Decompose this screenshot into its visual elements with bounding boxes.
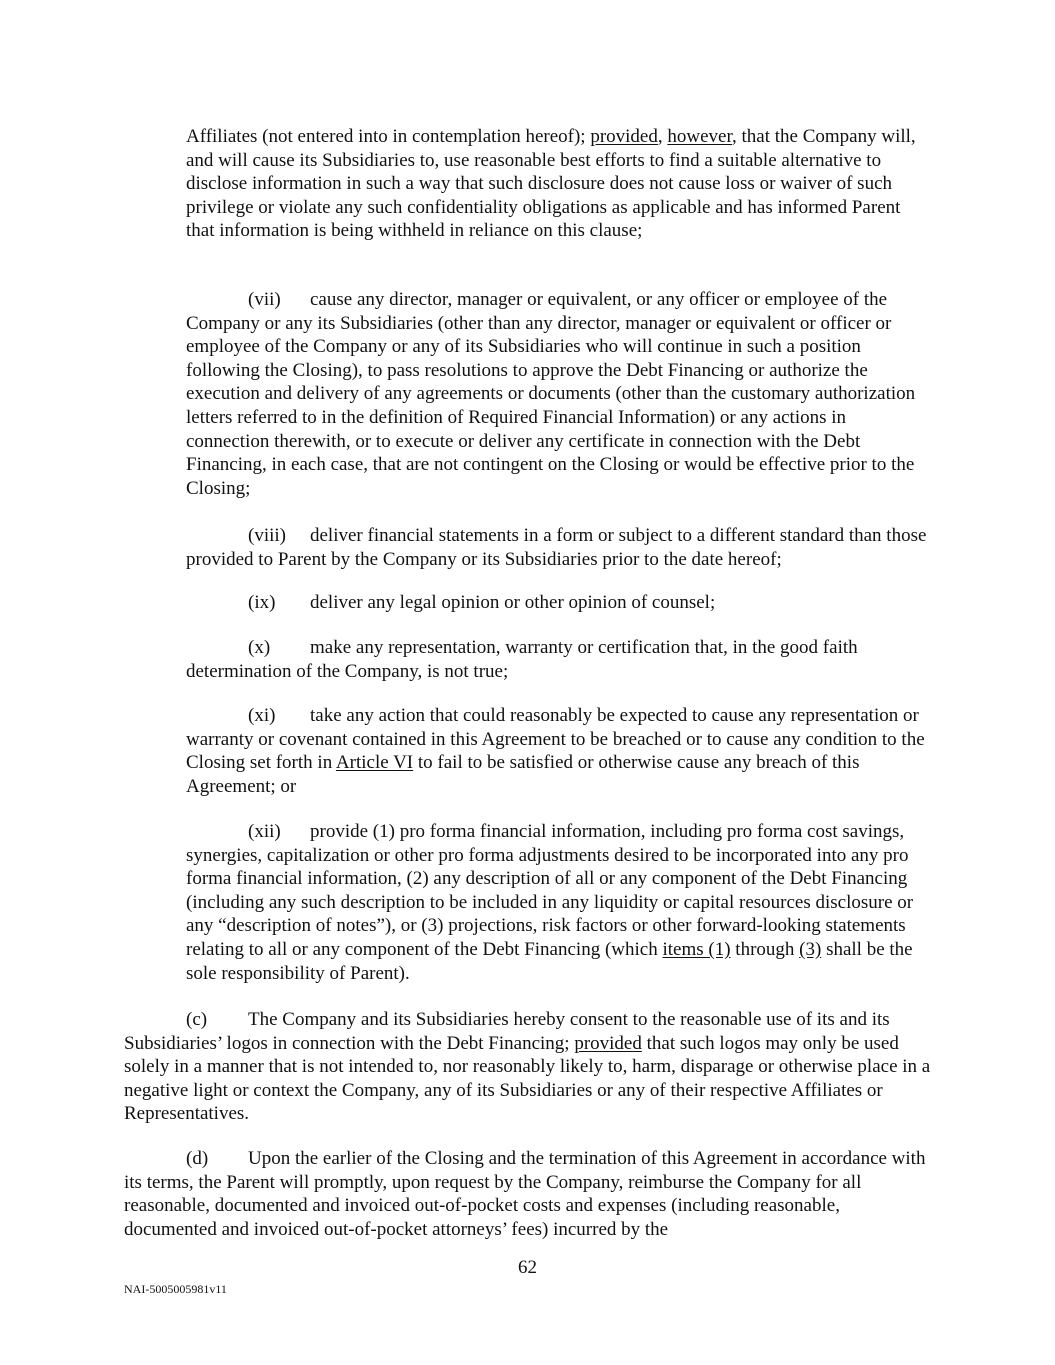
clause-label: (viii): [248, 525, 286, 546]
clause-label: (x): [248, 637, 271, 658]
page-number: 62: [518, 1257, 537, 1278]
section-text: The Company and its Subsidiaries hereby consent to the reasonable use of its and its Subsidiaries’ logos in connection with the Debt Financing;: [124, 1009, 890, 1054]
clause-viii: [186, 524, 931, 571]
paragraph-continuation: [186, 125, 931, 243]
clause-text: shall be the sole responsibility of Parent).: [186, 938, 913, 984]
section-label: (d): [186, 1148, 209, 1169]
section-text: Upon the earlier of the Closing and the termination of this Agreement in accordance with its terms, the Parent will promptly, upon request by the Company, reimburse the Company for all reasonable, documented and invoiced out-of-pocket costs and expenses (including reasonable, documented and invoiced out-of-pocket attorneys’ fees) incurred by the: [124, 1148, 926, 1240]
clause-label: (xi): [248, 705, 276, 726]
clause-ix: [186, 591, 931, 615]
clause-text: provide (1) pro forma financial information, including pro forma cost savings, synergies, capitalization or other pro forma adjustments desired to be incorporated into any pro forma financial information, (2) any description of all or any component of the Debt Financing (including any such description to be included in any liquidity or capital resources disclosure or any “description of notes”), or (3) projections, risk factors or other forward-looking statements relating to all or any component of the Debt Financing (which: [186, 821, 914, 960]
clause-label: (vii): [248, 289, 281, 310]
text-run: , that the Company will, and will cause its Subsidiaries to, use reasonable best efforts to find a suitable alternative to disclose information in such a way that such disclosure does not cause loss or waiver of such privilege or violate any such confidentiality obligations as applicable and has informed Parent that information is being withheld in reliance on this clause;: [186, 126, 916, 242]
clause-text: take any action that could reasonably be expected to cause any representation or warranty or covenant contained in this Agreement to be breached or to cause any condition to the Closing set forth in: [186, 705, 925, 774]
underlined-term-provided: provided: [590, 126, 658, 147]
text-run: ,: [657, 126, 668, 147]
clause-text: make any representation, warranty or certification that, in the good faith determination of the Company, is not true;: [186, 637, 858, 682]
section-text: that such logos may only be used solely in a manner that is not intended to, nor reasonably likely to, harm, disparage or otherwise place in a negative light or context the Company, any of its Subsidiaries or any of their respective Affiliates or Representatives.: [124, 1032, 931, 1125]
section-c: [124, 1008, 931, 1126]
text-run: Affiliates (not entered into in contemplation hereof);: [186, 126, 591, 147]
clause-text: cause any director, manager or equivalent, or any officer or employee of the Company or any its Subsidiaries (other than any director, manager or equivalent or officer or employee of the Company or any of its Subsidiaries who will continue in such a position following the Closing), to pass resolutions to approve the Debt Financing or authorize the execution and delivery of any agreements or documents (other than the customary authorization letters referred to in the definition of Required Financial Information) or any actions in connection therewith, or to execute or deliver any certificate in connection with the Debt Financing, in each case, that are not contingent on the Closing or would be effective prior to the Closing;: [186, 289, 916, 499]
clause-vii: [186, 288, 931, 500]
underlined-term-provided: provided: [574, 1032, 642, 1054]
document-id: NAI-5005005981v11: [124, 1282, 227, 1296]
section-d: [124, 1147, 931, 1241]
clause-label: (xii): [248, 821, 281, 842]
clause-label: (ix): [248, 592, 276, 613]
clause-xi: [186, 704, 931, 798]
underlined-reference-items-1: items (1): [662, 938, 731, 960]
underlined-term-however: however: [667, 126, 733, 147]
clause-xii: [186, 820, 931, 985]
underlined-reference-article-vi: Article VI: [335, 752, 414, 774]
clause-text: to fail to be satisfied or otherwise cause any breach of this Agreement; or: [186, 752, 860, 797]
clause-text: deliver any legal opinion or other opinion of counsel;: [310, 592, 716, 613]
clause-text: through: [730, 938, 800, 960]
clause-text: deliver financial statements in a form or subject to a different standard than those provided to Parent by the Company or its Subsidiaries prior to the date hereof;: [186, 525, 927, 570]
clause-x: [186, 636, 931, 683]
section-label: (c): [186, 1009, 208, 1030]
underlined-reference-3: (3): [799, 938, 822, 960]
